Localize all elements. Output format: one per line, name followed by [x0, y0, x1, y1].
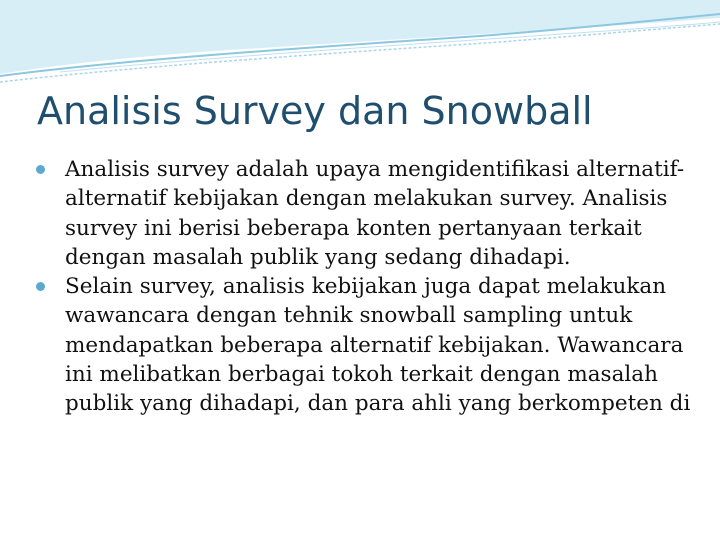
bullet-text: Analisis survey adalah upaya mengidentifikasi alternatif-alternatif kebijakan dengan melakukan survey. Analisis survey ini berisi beberapa konten pertanyaan terkait dengan masalah publik yang sedang dihadapi. [65, 157, 685, 270]
header-wave-fill [0, 0, 720, 74]
bullet-dot-icon [36, 165, 45, 174]
bullet-item [30, 272, 695, 418]
bullet-dot-icon [36, 282, 45, 291]
slide-title: Analisis Survey dan Snowball [37, 89, 593, 133]
slide-content [30, 155, 695, 419]
bullet-item [30, 155, 695, 272]
header-wave-decoration [0, 0, 720, 90]
bullet-text: Selain survey, analisis kebijakan juga dapat melakukan wawancara dengan tehnik snowball sampling untuk mendapatkan beberapa alternatif kebijakan. Wawancara ini melibatkan berbagai tokoh terkait dengan masalah publik yang dihadapi, dan para ahli yang berkompeten di [65, 274, 691, 417]
